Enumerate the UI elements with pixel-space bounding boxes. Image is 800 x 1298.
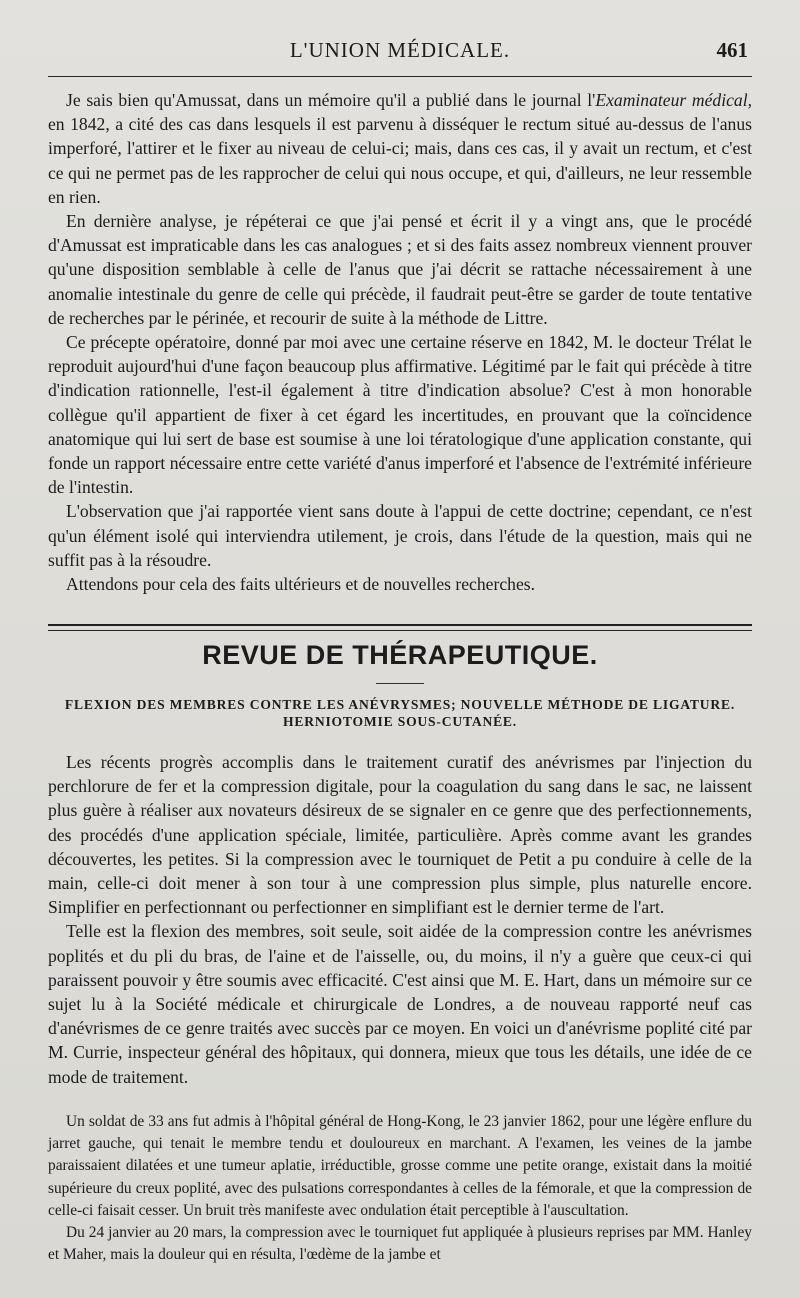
paragraph: L'observation que j'ai rapportée vient sans doute à l'appui de cette doctrine; cependant, ce n'est qu'un élément isolé qui interviendra utilement, je crois, dans l'étude de la question, mais qui ne suffit pas à la résoudre. [48,501,752,570]
paragraph: Ce précepte opératoire, donné par moi avec une certaine réserve en 1842, M. le docteur Trélat le reproduit aujourd'hui d'une façon beaucoup plus affirmative. Légitimé par le fait qui précède à titre d'indication rationnelle, l'est-il également à titre d'indication absolue? C'est à mon honorable collègue qu'il appartient de fixer à cet égard les incertitudes, en prouvant que la coïncidence anatomique qui lui sert de base est soumise à une loi tératologique d'une application constante, qui fonde un rapport nécessaire entre cette variété d'anus imperforé et l'absence de l'extrémité inférieure de l'intestin. [48,332,752,498]
section-title: REVUE DE THÉRAPEUTIQUE. [202,640,598,670]
paragraph: Les récents progrès accomplis dans le traitement curatif des anévrismes par l'injection du perchlorure de fer et la compression digitale, pour la coagulation du sang dans le sac, ne laissent plus guère à réaliser aux novateurs désireux de se signaler en ce genre que des perfectionnements, des procédés d'une application spéciale, limitée, particulière. Après comme avant les grandes découvertes, les petites. Si la compression avec le tourniquet de Petit a pu conduire à celle de la main, celle-ci doit mener à son tour à une compression plus simple, plus naturelle encore. Simplifier en perfectionnant ou perfectionner en simplifiant est le dernier terme de l'art. [48,752,752,918]
title-ornament-rule [376,683,424,684]
running-title: L'UNION MÉDICALE. [289,38,511,62]
page-header [48,38,752,74]
paragraph: Un soldat de 33 ans fut admis à l'hôpital général de Hong-Kong, le 23 janvier 1862, pour une légère enflure du jarret gauche, qui tenait le membre tendu et douloureux en marchant. A l'examen, les veines de la jambe paraissaient dilatées et une tumeur aplatie, irréductible, grosse comme une petite orange, existait dans la moitié supérieure du creux poplité, avec des pulsations correspondantes à celles de la fémorale, et que la compression de celle-ci faisait cesser. Un bruit très manifeste avec ondulation était perceptible à l'auscultation. [48,1113,752,1219]
header-rule [48,76,752,77]
paragraph-text: Je sais bien qu'Amussat, dans un mémoire qu'il a publié dans le journal [66,90,588,110]
journal-article: l' [587,90,596,110]
paragraph: Du 24 janvier au 20 mars, la compression avec le tourniquet fut appliquée à plusieurs reprises par MM. Hanley et Maher, mais la douleur qui en résulta, l'œdème de la jambe et [48,1224,752,1264]
article-title-line: FLEXION DES MEMBRES CONTRE LES ANÉVRYSMES; NOUVELLE MÉTHODE DE LIGATURE. [64,697,736,712]
article-title [48,696,752,730]
page-number: 461 [716,38,748,62]
paragraph: En dernière analyse, je répéterai ce que j'ai pensé et écrit il y a vingt ans, que le procédé d'Amussat est impraticable dans les cas analogues ; et si des faits assez nombreux viennent prouver qu'une disposition semblable à celle de l'anus que j'ai décrit se rattache nécessairement à une anomalie intestinale du genre de celle qui précède, il faudrait peut-être se garder de toute tentative de recherches par le périnée, et recourir de suite à la méthode de Littre. [48,211,752,328]
article-body [48,750,752,1089]
section-divider [48,624,752,631]
journal-name: Examinateur médical, [595,90,752,110]
case-report [48,1111,752,1266]
paragraph: Attendons pour cela des faits ultérieurs et de nouvelles recherches. [66,574,535,595]
paragraph: Telle est la flexion des membres, soit seule, soit aidée de la compression contre les anévrismes poplités et du pli du bras, de l'aine et de l'aisselle, ou, du moins, il n'y a guère que ceux-ci qui paraissent pouvoir y être soumis avec efficacité. C'est ainsi que M. E. Hart, dans un mémoire sur ce sujet lu à la Société médicale et chirurgicale de Londres, a de nouveau rapporté neuf cas d'anévrismes de ce genre traités avec succès par ce moyen. En voici un d'anévrisme poplité cité par M. Currie, inspecteur général des hôpitaux, qui donnera, mieux que tous les détails, une idée de ce mode de traitement. [48,921,752,1087]
paragraph [48,88,752,209]
paragraph-text: en 1842, a cité des cas dans lesquels il est parvenu à disséquer le rectum situé au-dessus de l'anus imperforé, l'attirer et le fixer au niveau de celui-ci; mais, dans ces cas, il y avait un rectum, et c'est ce qui ne permet pas de les rapprocher de celui qui nous occupe, et qui, d'ailleurs, ne leur ressemble en rien. [48,114,752,207]
intro-text [48,88,752,596]
article-title-line: HERNIOTOMIE SOUS-CUTANÉE. [282,714,517,729]
